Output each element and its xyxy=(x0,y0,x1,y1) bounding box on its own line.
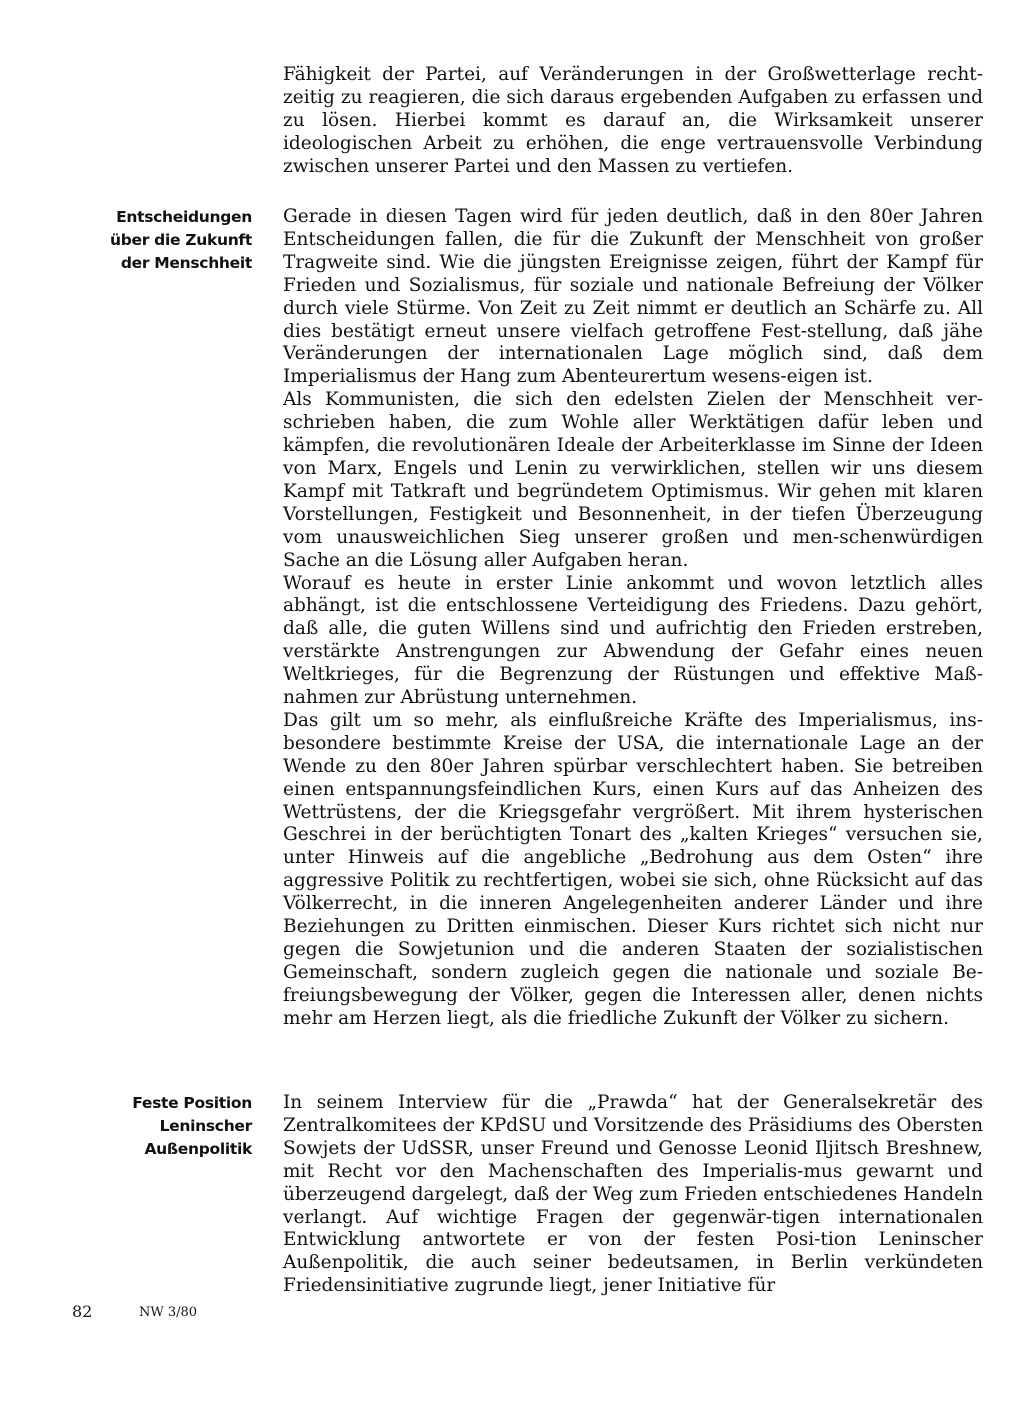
section-menschheit-text xyxy=(283,206,983,1031)
page-number: 82 xyxy=(72,1302,93,1321)
side-heading-line: über die Zukunft xyxy=(109,230,252,249)
side-heading-line: Entscheidungen xyxy=(116,208,252,226)
side-heading-line: Feste Position xyxy=(132,1094,252,1112)
body-paragraph: Das gilt um so mehr, als einflußreiche Kräfte des Imperialismus, ins-besondere bestimmte Kreise der USA, die internationale Lage an der Wende zu den 80er Jahren spürbar verschlechtert haben. Sie betreiben einen entspannungsfeindlichen Kurs, einen Kurs auf das Anheizen des Wettrüstens, der die Kriegsgefahr vergrößert. Mit ihrem hysterischen Geschrei in der berüchtigten Tonart des „kalten Krieges“ versuchen sie, unter Hinweis auf die angebliche „Bedrohung aus dem Osten“ ihre aggressive Politik zu rechtfertigen, wobei sie sich, ohne Rücksicht auf das Völkerrecht, in die inneren Angelegenheiten anderer Länder und ihre Beziehungen zu Dritten einmischen. Dieser Kurs richtet sich nicht nur gegen die Sowjetunion und die anderen Staaten der sozialistischen Gemeinschaft, sondern zugleich gegen die nationale und soziale Be-freiungsbewegung der Völker, gegen die Interessen aller, denen nichts mehr am Herzen liegt, als die friedliche Zukunft der Völker zu sichern. xyxy=(283,709,983,1029)
issue-label: NW 3/80 xyxy=(139,1305,198,1320)
body-paragraph: Worauf es heute in erster Linie ankommt und wovon letztlich alles abhängt, ist die entschlossene Verteidigung des Friedens. Dazu gehört, daß alle, die guten Willens sind und aufrichtig den Frieden erstreben, verstärkte Anstrengungen zur Abwendung der Gefahr eines neuen Weltkrieges, für die Begrenzung der Rüstungen und effektive Maß-nahmen zur Abrüstung unternehmen. xyxy=(283,572,983,709)
side-heading-menschheit xyxy=(92,206,252,275)
body-paragraph: In seinem Interview für die „Prawda“ hat der Generalsekretär des Zentralkomitees der KPdSU und Vorsitzende des Präsidiums des Obersten Sowjets der UdSSR, unser Freund und Genosse Leonid Iljitsch Breshnew, mit Recht vor den Machenschaften des Imperialis-mus gewarnt und überzeugend dargelegt, daß der Weg zum Frieden entschiedenes Handeln verlangt. Auf wichtige Fragen der gegenwär-tigen internationalen Entwicklung antwortete er von der festen Posi-tion Leninscher Außenpolitik, die auch seiner bedeutsamen, in Berlin verkündeten Friedensinitiative zugrunde liegt, jener Initiative für xyxy=(283,1092,983,1297)
body-paragraph: Als Kommunisten, die sich den edelsten Zielen der Menschheit ver-schrieben haben, die zum Wohle aller Werktätigen dafür leben und kämpfen, die revolutionären Ideale der Arbeiterklasse im Sinne der Ideen von Marx, Engels und Lenin zu verwirklichen, stellen wir uns diesem Kampf mit Tatkraft und begründetem Optimismus. Wir gehen mit klaren Vorstellungen, Festigkeit und Besonnenheit, in der tiefen Überzeugung vom unausweichlichen Sieg unserer großen und men-schenwürdigen Sache an die Lösung aller Aufgaben heran. xyxy=(283,389,983,571)
body-paragraph: Gerade in diesen Tagen wird für jeden deutlich, daß in den 80er Jahren Entscheidungen fallen, die für die Zukunft der Menschheit von großer Tragweite sind. Wie die jüngsten Ereignisse zeigen, führt der Kampf für Frieden und Sozialismus, für soziale und nationale Befreiung der Völker durch viele Stürme. Von Zeit zu Zeit nimmt er deutlich an Schärfe zu. All dies bestätigt erneut unsere vielfach getroffene Fest-stellung, daß jähe Veränderungen der internationalen Lage möglich sind, daß dem Imperialismus der Hang zum Abenteurertum wesens-eigen ist. xyxy=(283,206,983,388)
intro-paragraph-1: Fähigkeit der Partei, auf Veränderungen in der Großwetterlage recht-zeitig zu reagieren, die sich daraus ergebenden Aufgaben zu erfassen und zu lösen. Hierbei kommt es darauf an, die Wirksamkeit unserer ideologischen Arbeit zu erhöhen, die enge vertrauensvolle Verbindung zwischen unserer Partei und den Massen zu vertiefen. xyxy=(283,64,983,177)
side-heading-line: Leninscher xyxy=(159,1116,252,1135)
side-heading-aussenpolitik xyxy=(92,1092,252,1161)
intro-text-block xyxy=(283,64,983,179)
side-heading-line: Außenpolitik xyxy=(144,1139,252,1158)
side-heading-line: der Menschheit xyxy=(120,253,252,272)
section-aussenpolitik-text xyxy=(283,1092,983,1298)
